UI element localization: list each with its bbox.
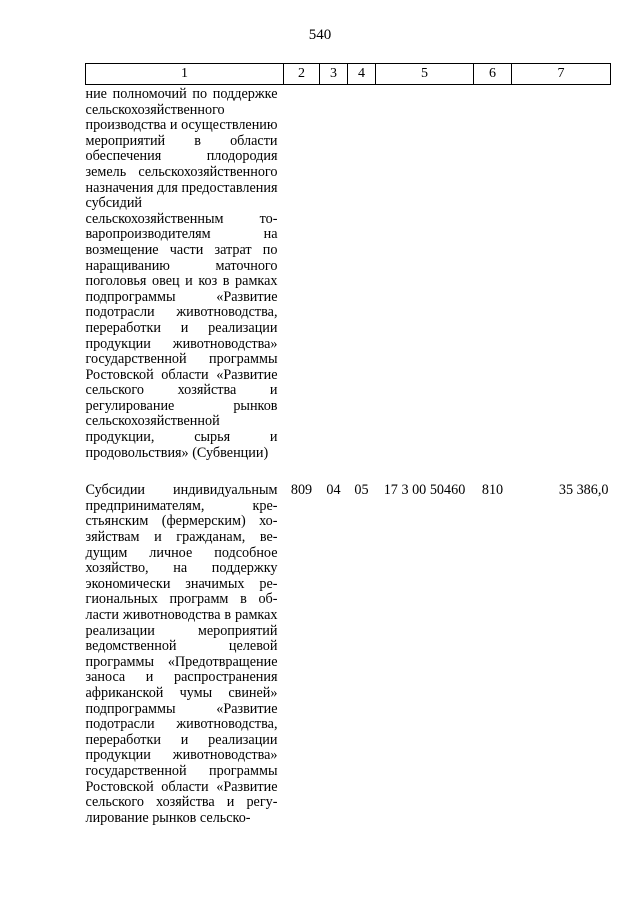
budget-table [85, 63, 611, 830]
column-header-5: 5 [376, 64, 474, 85]
column-header-4: 4 [348, 64, 376, 85]
row-ministry-code [284, 85, 320, 484]
table-header-row [86, 64, 611, 85]
row-amount: 35 386,0 [558, 482, 609, 499]
column-header-6: 6 [474, 64, 512, 85]
column-header-1: 1 [86, 64, 284, 85]
row-target-article: 17 3 00 50460 [383, 482, 466, 499]
table-row [86, 85, 611, 484]
page-number: 540 [308, 27, 332, 43]
column-header-2: 2 [284, 64, 320, 85]
table-row [86, 483, 611, 830]
column-header-3: 3 [320, 64, 348, 85]
row-target-article [376, 85, 474, 484]
row-description: Субсидии индивидуальным предпринимателям, крестьянским (фермерским) хозяйствам и гражданам, ведущим личное подсобное хозяйство, на поддержку экономически значимых региональных программ в области животноводства в рамках реализации мероприятий ведомственной целевой программы «Предотвращение заноса и распространения африканской чумы свиней» подпрограммы «Развитие подотрасли животноводства, переработки и реализации продукции животноводства» государственной программы Ростовской области «Развитие сельского хозяйства и регулирование рынков сельско- [85, 482, 278, 826]
row-expense-type: 810 [481, 482, 504, 499]
row-expense-type [474, 85, 512, 484]
column-header-7: 7 [512, 64, 611, 85]
row-description: ние полномочий по поддержке сельскохозяйственного производства и осуществлению мероприятий в области обеспечения плодородия земель сельскохозяйственного назначения для предоставления субсидий сельскохозяйственным товаропроизводителям на возмещение части затрат по наращиванию маточного поголовья овец и коз в рамках подпрограммы «Развитие подотрасли животноводства, переработки и реализации продукции животноводства» государственной программы Ростовской области «Развитие сельского хозяйства и регулирование рынков сельскохозяйственной продукции, сырья и продовольствия» (Субвенции) [85, 86, 278, 461]
row-section-code [320, 85, 348, 484]
row-amount [512, 85, 611, 484]
row-subsection-code: 05 [354, 482, 369, 499]
row-ministry-code: 809 [290, 482, 313, 499]
row-subsection-code [348, 85, 376, 484]
row-section-code: 04 [326, 482, 341, 499]
